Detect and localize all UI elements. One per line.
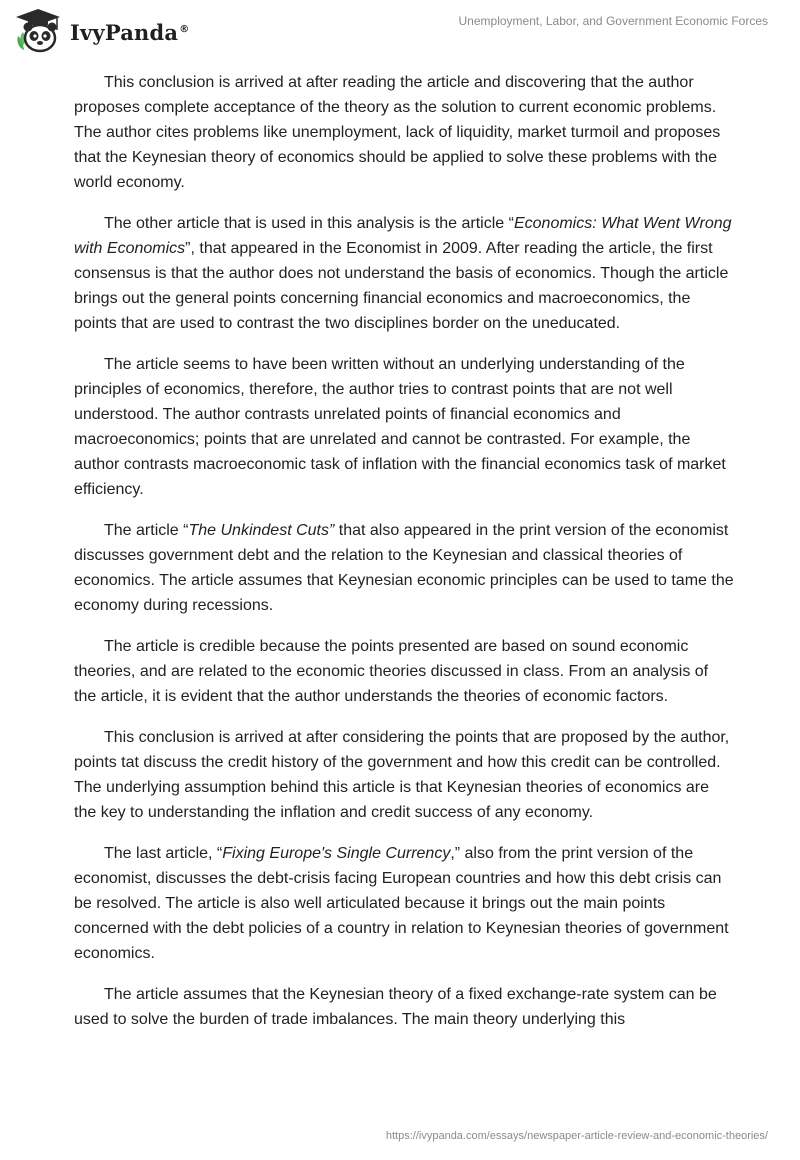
- paragraph: [74, 841, 734, 966]
- paragraph-text: ”, that appeared in the Economist in 2009. After reading the article, the first consensus is that the author does not understand the basis of economics. Though the article brings out the general points concerning financial economics and macroeconomics, the points that are used to contrast the two disciplines border on the uneducated.: [74, 240, 729, 332]
- paragraph: [74, 518, 734, 618]
- paragraph: The article is credible because the points presented are based on sound economic theories, and are related to the economic theories discussed in class. From an analysis of the article, it is evident that the author understands the theories of economic factors.: [74, 638, 709, 705]
- paragraph-text: ,” also from the print version of the economist, discusses the debt-crisis facing European countries and how this debt crisis can be resolved. The article is also well articulated because it brings out the main points concerned with the debt policies of a country in relation to Keynesian theories of government economics.: [74, 845, 729, 962]
- article-title: Economics: What Went Wrong with Economics: [74, 215, 732, 257]
- paragraph: [74, 211, 734, 336]
- registered-mark: ®: [179, 23, 190, 35]
- document-title: Unemployment, Labor, and Government Economic Forces: [458, 14, 768, 28]
- logo-wordmark: IvyPanda®: [70, 19, 190, 45]
- paragraph: The article assumes that the Keynesian theory of a fixed exchange-rate system can be used to solve the burden of trade imbalances. The main theory underlying this: [74, 986, 717, 1028]
- page-header: [0, 0, 800, 60]
- panda-graduate-icon: [14, 8, 62, 54]
- paragraph-text: The last article, “: [104, 845, 223, 862]
- ivypanda-logo[interactable]: [14, 8, 189, 54]
- article-title: The Unkindest Cuts”: [188, 522, 335, 539]
- paragraph: This conclusion is arrived at after reading the article and discovering that the author proposes complete acceptance of the theory as the solution to current economic problems. The author cites problems like unemployment, lack of liquidity, market turmoil and proposes that the Keynesian theory of economics should be applied to solve these problems with the world economy.: [74, 74, 721, 191]
- source-url[interactable]: https://ivypanda.com/essays/newspaper-article-review-and-economic-theories/: [385, 1130, 768, 1142]
- paragraph-text: The other article that is used in this analysis is the article “: [104, 215, 514, 232]
- paragraph-text: that also appeared in the print version of the economist discusses government debt and the relation to the Keynesian and classical theories of economics. The article assumes that Keynesian economic principles can be used to tame the economy during recessions.: [74, 522, 734, 614]
- paragraph-text: The article “: [104, 522, 189, 539]
- paragraph: The article seems to have been written without an underlying understanding of the principles of economics, therefore, the author tries to contrast points that are not well understood. The author contrasts unrelated points of financial economics and macroeconomics; points that are unrelated and cannot be contrasted. For example, the author contrasts macroeconomic task of inflation with the financial economics task of market efficiency.: [74, 356, 726, 498]
- paragraph: This conclusion is arrived at after considering the points that are proposed by the author, points tat discuss the credit history of the government and how this credit can be controlled. The underlying assumption behind this article is that Keynesian theories of economics are the key to understanding the inflation and credit success of any economy.: [74, 729, 730, 821]
- essay-body: [74, 70, 734, 1048]
- article-title: Fixing Europe's Single Currency: [222, 845, 451, 862]
